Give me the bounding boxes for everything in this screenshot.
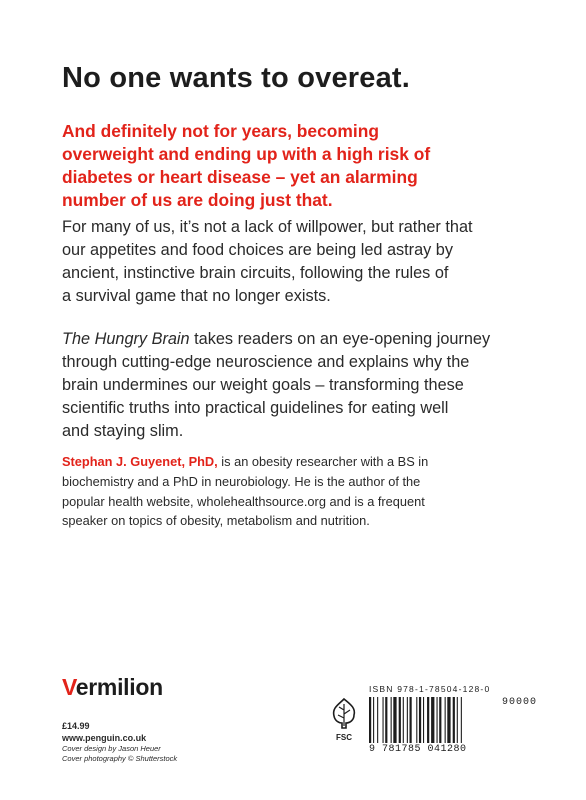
body-line: a survival game that no longer exists. (62, 287, 331, 305)
lead-line: overweight and ending up with a high risk of (62, 144, 431, 164)
logo-v: V (62, 674, 76, 700)
body-line (62, 328, 542, 351)
bio-line (62, 452, 542, 472)
body-line: brain undermines our weight goals – transforming these (62, 376, 464, 394)
barcode-addon-digits: 90000 (502, 697, 538, 708)
body-line-rest: takes readers on an eye-opening journey (189, 330, 491, 348)
publisher-info (62, 720, 177, 764)
lead-line: number of us are doing just that. (62, 190, 333, 210)
author-bio (62, 452, 542, 531)
lead-line: diabetes or heart disease – yet an alarming (62, 167, 418, 187)
price: £14.99 (62, 721, 90, 731)
bio-line-rest: is an obesity researcher with a BS in (217, 454, 429, 469)
publisher-logo (62, 674, 163, 701)
author-name: Stephan J. Guyenet, PhD, (62, 454, 218, 469)
book-title: The Hungry Brain (62, 330, 190, 348)
body-line: and staying slim. (62, 422, 184, 440)
barcode-digits: 9 781785 041280 (369, 744, 467, 755)
bio-line: speaker on topics of obesity, metabolism and nutrition. (62, 513, 370, 529)
cover-photo-credit: Cover photography © Shutterstock (62, 754, 178, 763)
lead-paragraph (62, 120, 532, 212)
fsc-logo-icon (326, 696, 362, 744)
bio-line: biochemistry and a PhD in neurobiology. He is the author of the (62, 473, 421, 489)
body-line: ancient, instinctive brain circuits, following the rules of (62, 264, 449, 282)
body-paragraph-2 (62, 328, 542, 443)
website: www.penguin.co.uk (62, 733, 147, 743)
fsc-label: FSC (336, 733, 352, 742)
body-line: our appetites and food choices are being led astray by (62, 241, 454, 259)
cover-design-credit: Cover design by Jason Heuer (62, 744, 161, 753)
isbn-label: ISBN 978-1-78504-128-0 (369, 684, 491, 694)
bio-line: popular health website, wholehealthsource.org and is a frequent (62, 493, 425, 509)
body-paragraph-1 (62, 216, 542, 308)
barcode-icon (369, 697, 499, 743)
lead-line: And definitely not for years, becoming (62, 121, 379, 141)
body-line: scientific truths into practical guidelines for eating well (62, 399, 449, 417)
headline: No one wants to overeat. (62, 62, 411, 94)
logo-rest: ermilion (75, 674, 163, 700)
body-line: For many of us, it’s not a lack of willpower, but rather that (62, 218, 473, 236)
body-line: through cutting-edge neuroscience and explains why the (62, 353, 470, 371)
